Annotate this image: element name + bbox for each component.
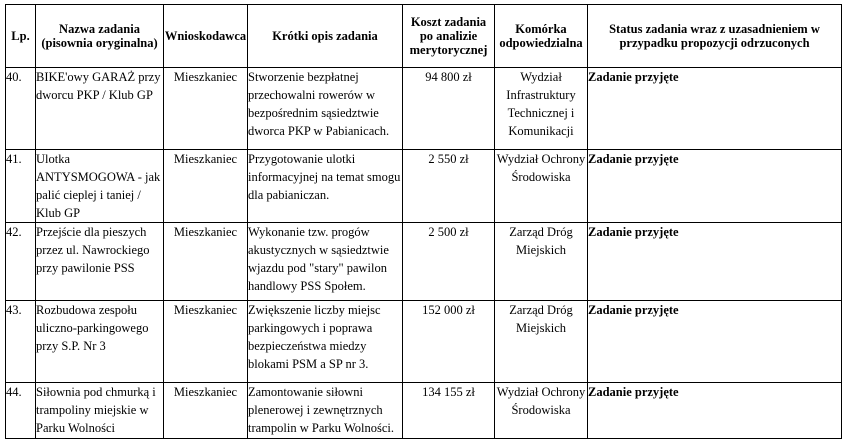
cell-name: Przejście dla pieszych przez ul. Nawrockiego przy pawilonie PSS bbox=[36, 223, 164, 301]
header-applicant: Wnioskodawca bbox=[164, 5, 248, 68]
cell-lp: 43. bbox=[6, 301, 36, 383]
cell-description: Przygotowanie ulotki informacyjnej na temat smogu dla pabianiczan. bbox=[248, 150, 403, 223]
cell-unit: Wydział Ochrony Środowiska bbox=[495, 150, 588, 223]
cell-cost: 2 550 zł bbox=[403, 150, 495, 223]
cell-status: Zadanie przyjęte bbox=[588, 301, 842, 383]
cell-status: Zadanie przyjęte bbox=[588, 150, 842, 223]
cell-applicant: Mieszkaniec bbox=[164, 301, 248, 383]
tasks-table bbox=[5, 4, 842, 439]
header-unit: Komórka odpowiedzialna bbox=[495, 5, 588, 68]
cell-name: Ulotka ANTYSMOGOWA - jak palić cieplej i taniej / Klub GP bbox=[36, 150, 164, 223]
header-status: Status zadania wraz z uzasadnieniem w przypadku propozycji odrzuconych bbox=[588, 5, 842, 68]
header-lp: Lp. bbox=[6, 5, 36, 68]
cell-unit: Zarząd Dróg Miejskich bbox=[495, 301, 588, 383]
cell-description: Zamontowanie siłowni plenerowej i zewnętrznych trampolin w Parku Wolności. bbox=[248, 383, 403, 439]
cell-description: Zwiększenie liczby miejsc parkingowych i poprawa bezpieczeństwa miedzy blokami PSM a SP nr 3. bbox=[248, 301, 403, 383]
cell-applicant: Mieszkaniec bbox=[164, 223, 248, 301]
cell-applicant: Mieszkaniec bbox=[164, 383, 248, 439]
table-header-row bbox=[6, 5, 842, 68]
table-row bbox=[6, 383, 842, 439]
cell-description: Wykonanie tzw. progów akustycznych w sąsiedztwie wjazdu pod "stary" pawilon handlowy PSS Społem. bbox=[248, 223, 403, 301]
cell-unit: Wydział Ochrony Środowiska bbox=[495, 383, 588, 439]
table-row bbox=[6, 223, 842, 301]
cell-status: Zadanie przyjęte bbox=[588, 223, 842, 301]
cell-cost: 134 155 zł bbox=[403, 383, 495, 439]
cell-status: Zadanie przyjęte bbox=[588, 68, 842, 150]
cell-name: Siłownia pod chmurką i trampoliny miejskie w Parku Wolności bbox=[36, 383, 164, 439]
cell-name: Rozbudowa zespołu uliczno-parkingowego przy S.P. Nr 3 bbox=[36, 301, 164, 383]
cell-applicant: Mieszkaniec bbox=[164, 150, 248, 223]
header-cost: Koszt zadania po analizie merytorycznej bbox=[403, 5, 495, 68]
table-row bbox=[6, 301, 842, 383]
cell-lp: 41. bbox=[6, 150, 36, 223]
cell-lp: 44. bbox=[6, 383, 36, 439]
table-row bbox=[6, 68, 842, 150]
cell-status: Zadanie przyjęte bbox=[588, 383, 842, 439]
cell-name: BIKE'owy GARAŻ przy dworcu PKP / Klub GP bbox=[36, 68, 164, 150]
cell-cost: 2 500 zł bbox=[403, 223, 495, 301]
cell-unit: Zarząd Dróg Miejskich bbox=[495, 223, 588, 301]
cell-unit: Wydział Infrastruktury Technicznej i Komunikacji bbox=[495, 68, 588, 150]
cell-lp: 40. bbox=[6, 68, 36, 150]
header-name: Nazwa zadania (pisownia oryginalna) bbox=[36, 5, 164, 68]
cell-cost: 152 000 zł bbox=[403, 301, 495, 383]
cell-applicant: Mieszkaniec bbox=[164, 68, 248, 150]
table-row bbox=[6, 150, 842, 223]
cell-lp: 42. bbox=[6, 223, 36, 301]
header-description: Krótki opis zadania bbox=[248, 5, 403, 68]
cell-cost: 94 800 zł bbox=[403, 68, 495, 150]
cell-description: Stworzenie bezpłatnej przechowalni rowerów w bezpośrednim sąsiedztwie dworca PKP w Pabianicach. bbox=[248, 68, 403, 150]
